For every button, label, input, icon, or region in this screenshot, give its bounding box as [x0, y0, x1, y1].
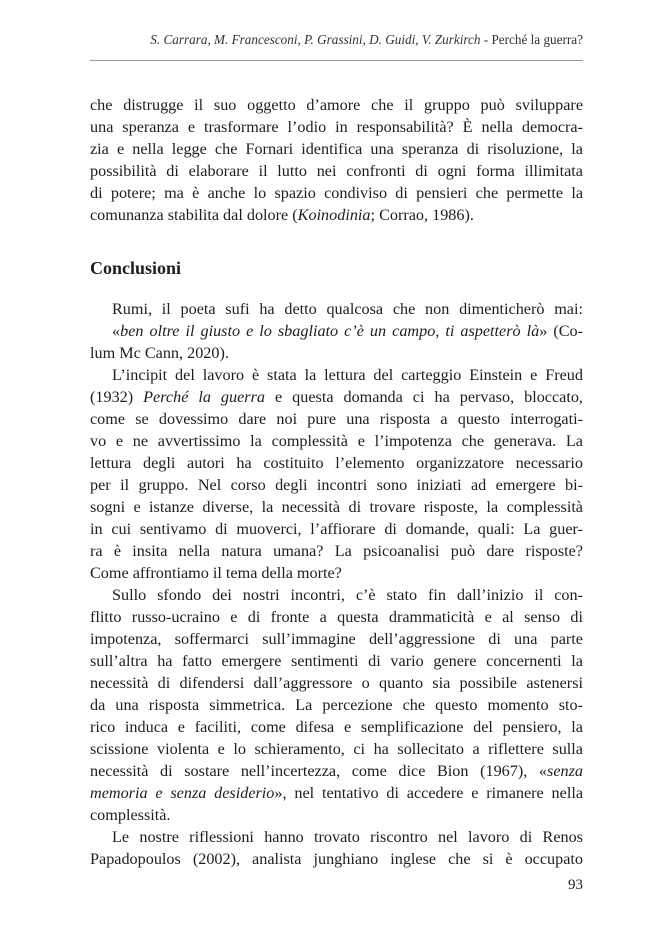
text-line: flitto russo-ucraino e di fronte a questa drammaticità e al senso di: [90, 608, 583, 626]
text-run: », nel tentativo di accedere e rimanere nella: [274, 784, 584, 802]
text-run: (1932): [90, 388, 144, 406]
conclusion-body: [90, 298, 583, 870]
paragraph-background: [90, 584, 583, 826]
text-line: sull’altra ha fatto emergere sentimenti di vario genere concernenti la: [90, 652, 583, 670]
text-line: impotenza, soffermarci sull’immagine dell’aggressione di una parte: [90, 630, 583, 648]
text-line: complessità.: [90, 806, 171, 824]
text-line: come se dovessimo dare noi pure una risposta a questo interrogati-: [90, 410, 583, 428]
text-run: e questa domanda ci ha pervaso, bloccato,: [265, 388, 583, 406]
italic-run: Perché la guerra: [143, 388, 265, 406]
text-line: Sullo sfondo dei nostri incontri, c’è stato fin dall’inizio il con-: [112, 586, 583, 604]
text-line: ra è insita nella natura umana? La psicoanalisi può dare risposte?: [90, 542, 583, 560]
paragraph-papadopoulos: [90, 826, 583, 870]
text-line: Le nostre riflessioni hanno trovato riscontro nel lavoro di Renos: [112, 828, 583, 846]
header-separator: -: [480, 32, 492, 47]
text-line: vo e ne avvertissimo la complessità e l’impotenza che generava. La: [90, 432, 583, 450]
italic-run: Koinodinia: [297, 206, 371, 224]
text-line: [90, 320, 583, 342]
header-title: Perché la guerra?: [491, 32, 583, 47]
text-line: che distrugge il suo oggetto d’amore che il gruppo può sviluppare: [90, 96, 583, 114]
text-line: scissione violenta e lo schieramento, ci ha sollecitato a riflettere sulla: [90, 740, 583, 758]
text-line: lum Mc Cann, 2020).: [90, 344, 229, 362]
text-line: da una risposta simmetrica. La percezione che questo momento sto-: [90, 696, 583, 714]
text-line: [90, 204, 583, 226]
text-run: «: [112, 322, 121, 340]
text-line: Papadopoulos (2002), analista junghiano inglese che si è occupato: [90, 850, 583, 868]
text-run: comunanza stabilita dal dolore (: [90, 206, 298, 224]
running-header: [90, 32, 583, 48]
paragraph-incipit: [90, 364, 583, 584]
text-line: rico induca e faciliti, come difesa e semplificazione del pensiero, la: [90, 718, 583, 736]
paragraph-rumi: [90, 298, 583, 364]
italic-run: ben oltre il giusto e lo sbagliato c’è un campo, ti aspetterò là: [120, 322, 540, 340]
text-line: Come affrontiamo il tema della morte?: [90, 564, 342, 582]
text-line: lettura degli autori ha costituito l’elemento organizzatore necessario: [90, 454, 583, 472]
text-line: L’incipit del lavoro è stata la lettura del carteggio Einstein e Freud: [112, 366, 583, 384]
section-title: Conclusioni: [90, 258, 182, 278]
text-run: ; Corrao, 1986).: [370, 206, 474, 224]
header-authors: S. Carrara, M. Francesconi, P. Grassini, D. Guidi, V. Zurkirch: [150, 32, 481, 47]
text-line: per il gruppo. Nel corso degli incontri sono iniziati ad emergere bi-: [90, 476, 583, 494]
text-run: » (Co-: [539, 322, 583, 340]
text-line: Rumi, il poeta sufi ha detto qualcosa che non dimenticherò mai:: [112, 300, 583, 318]
italic-run: memoria e senza desiderio: [90, 784, 275, 802]
text-line: sogni e istanze diverse, la necessità di trovare risposte, la complessità: [90, 498, 583, 516]
text-line: di potere; ma è anche lo spazio condiviso di pensieri che permette la: [90, 184, 583, 202]
text-line: una speranza e trasformare l’odio in responsabilità? È nella democra-: [90, 118, 583, 136]
text-line: [90, 386, 583, 408]
opening-paragraph: [90, 94, 583, 226]
text-run: necessità di sostare nell’incertezza, come dice Bion (1967), «: [90, 762, 548, 780]
text-line: zia e nella legge che Fornari identifica una speranza di risoluzione, la: [90, 140, 583, 158]
text-line: possibilità di elaborare il lutto nei confronti di ogni forma illimitata: [90, 162, 583, 180]
text-line: in cui sentivamo di muoverci, l’affiorare di domande, quali: La guer-: [90, 520, 583, 538]
text-line: [90, 782, 583, 804]
header-rule: [90, 60, 583, 61]
text-line: [90, 760, 583, 782]
page-number: 93: [568, 877, 583, 893]
italic-run: senza: [547, 762, 583, 780]
text-line: necessità di difendersi dall’aggressore o quanto sia possibile astenersi: [90, 674, 583, 692]
